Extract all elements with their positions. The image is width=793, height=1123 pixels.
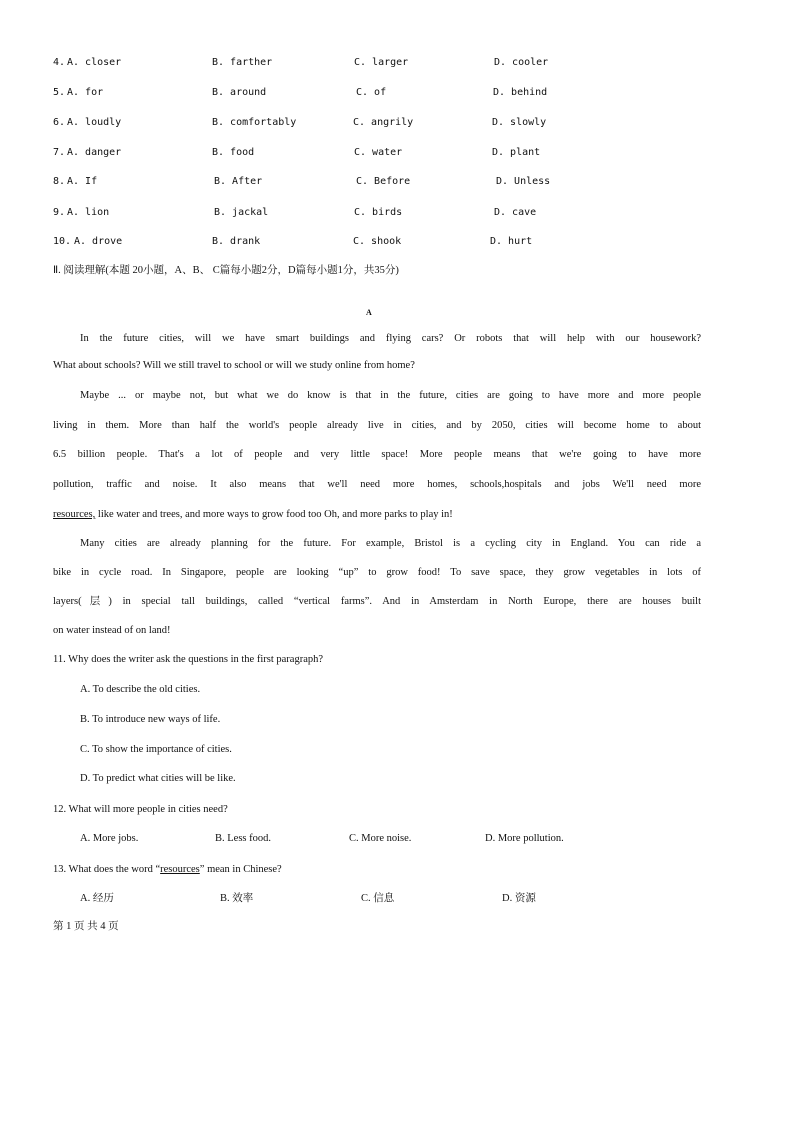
option-d: D. behind — [493, 87, 548, 98]
passage-line: Many cities are already planning for the future. For example, Bristol is a cycling city in England. You can ride a — [80, 538, 701, 549]
passage-line: pollution, traffic and noise. It also means that we'll need more homes, schools,hospitals and jobs We'll need more — [53, 479, 701, 490]
passage-line: Maybe ... or maybe not, but what we do know is that in the future, cities are going to have more and more people — [80, 390, 701, 401]
question-12-option-a: A. More jobs. — [80, 833, 139, 844]
question-13-option-a: A. 经历 — [80, 893, 114, 904]
option-b: B. drank — [212, 236, 261, 247]
option-a: A. for — [67, 87, 104, 98]
question-row-10 — [0, 235, 793, 249]
question-13-option-c: C. 信息 — [361, 893, 395, 904]
option-c: C. water — [354, 147, 403, 158]
passage-line-rest: like water and trees, and more ways to grow food too Oh, and more parks to play in! — [97, 509, 453, 520]
question-11-stem: 11. Why does the writer ask the questions in the first paragraph? — [53, 654, 324, 665]
option-a: A. drove — [74, 236, 123, 247]
question-row-5 — [0, 86, 793, 100]
question-row-8 — [0, 175, 793, 189]
question-13-option-b: B. 效率 — [220, 893, 254, 904]
question-row-4 — [0, 56, 793, 70]
option-c: C. Before — [356, 176, 411, 187]
passage-line: bike in cycle road. In Singapore, people are looking “up” to grow food! To save space, they grow vegetables in lots of — [53, 567, 701, 578]
question-11-option-c: C. To show the importance of cities. — [80, 744, 232, 755]
question-row-7 — [0, 146, 793, 160]
page-footer: 第 1 页 共 4 页 — [53, 921, 119, 932]
passage-line: 6.5 billion people. That's a lot of people and very little space! More people means that we're going to have more — [53, 449, 701, 460]
passage-label: A — [366, 308, 372, 317]
question-number: 9. — [53, 207, 66, 218]
question-13-stem — [53, 863, 282, 877]
question-number: 10. — [53, 236, 72, 247]
option-a: A. loudly — [67, 117, 122, 128]
option-d: D. plant — [492, 147, 541, 158]
underlined-word: resources, — [53, 509, 96, 520]
question-13-stem-before: 13. What does the word “ — [53, 864, 161, 875]
option-d: D. cave — [494, 207, 537, 218]
option-b: B. around — [212, 87, 267, 98]
question-11-option-a: A. To describe the old cities. — [80, 684, 201, 695]
option-b: B. food — [212, 147, 255, 158]
question-number: 6. — [53, 117, 66, 128]
option-c: C. birds — [354, 207, 403, 218]
question-row-9 — [0, 206, 793, 220]
option-d: D. Unless — [496, 176, 551, 187]
passage-line: In the future cities, will we have smart buildings and flying cars? Or robots that will help with our housework? — [80, 333, 701, 344]
option-b: B. jackal — [214, 207, 269, 218]
option-d: D. slowly — [492, 117, 547, 128]
question-13-option-d: D. 资源 — [502, 893, 536, 904]
option-a: A. danger — [67, 147, 122, 158]
option-b: B. farther — [212, 57, 273, 68]
question-11-option-d: D. To predict what cities will be like. — [80, 773, 236, 784]
option-b: B. comfortably — [212, 117, 297, 128]
option-b: B. After — [214, 176, 263, 187]
option-c: C. larger — [354, 57, 409, 68]
passage-line: layers(层) in special tall buildings, called “vertical farms”. And in Amsterdam in North Europe, there are houses built — [53, 596, 701, 607]
question-row-6 — [0, 116, 793, 130]
question-12-option-b: B. Less food. — [215, 833, 271, 844]
option-d: D. hurt — [490, 236, 533, 247]
option-d: D. cooler — [494, 57, 549, 68]
option-c: C. angrily — [353, 117, 414, 128]
option-a: A. lion — [67, 207, 110, 218]
question-13-underlined-word: resources — [160, 864, 200, 875]
option-a: A. If — [67, 176, 98, 187]
passage-line-with-underline — [53, 508, 453, 522]
passage-line: on water instead of on land! — [53, 625, 171, 636]
passage-line: What about schools? Will we still travel to school or will we study online from home? — [53, 360, 415, 371]
section-title: Ⅱ. 阅读理解(本题 20小题，A、B、 C篇每小题2分，D篇每小题1分，共35分) — [53, 265, 399, 276]
passage-line: living in them. More than half the world's people already live in cities, and by 2050, cities will become home to about — [53, 420, 701, 431]
question-13-stem-after: ” mean in Chinese? — [199, 864, 282, 875]
question-12-option-c: C. More noise. — [349, 833, 412, 844]
question-12-stem: 12. What will more people in cities need? — [53, 804, 228, 815]
question-number: 8. — [53, 176, 66, 187]
option-c: C. of — [356, 87, 387, 98]
question-number: 7. — [53, 147, 66, 158]
question-12-option-d: D. More pollution. — [485, 833, 564, 844]
question-number: 4. — [53, 57, 66, 68]
option-a: A. closer — [67, 57, 122, 68]
option-c: C. shook — [353, 236, 402, 247]
question-number: 5. — [53, 87, 66, 98]
question-11-option-b: B. To introduce new ways of life. — [80, 714, 221, 725]
